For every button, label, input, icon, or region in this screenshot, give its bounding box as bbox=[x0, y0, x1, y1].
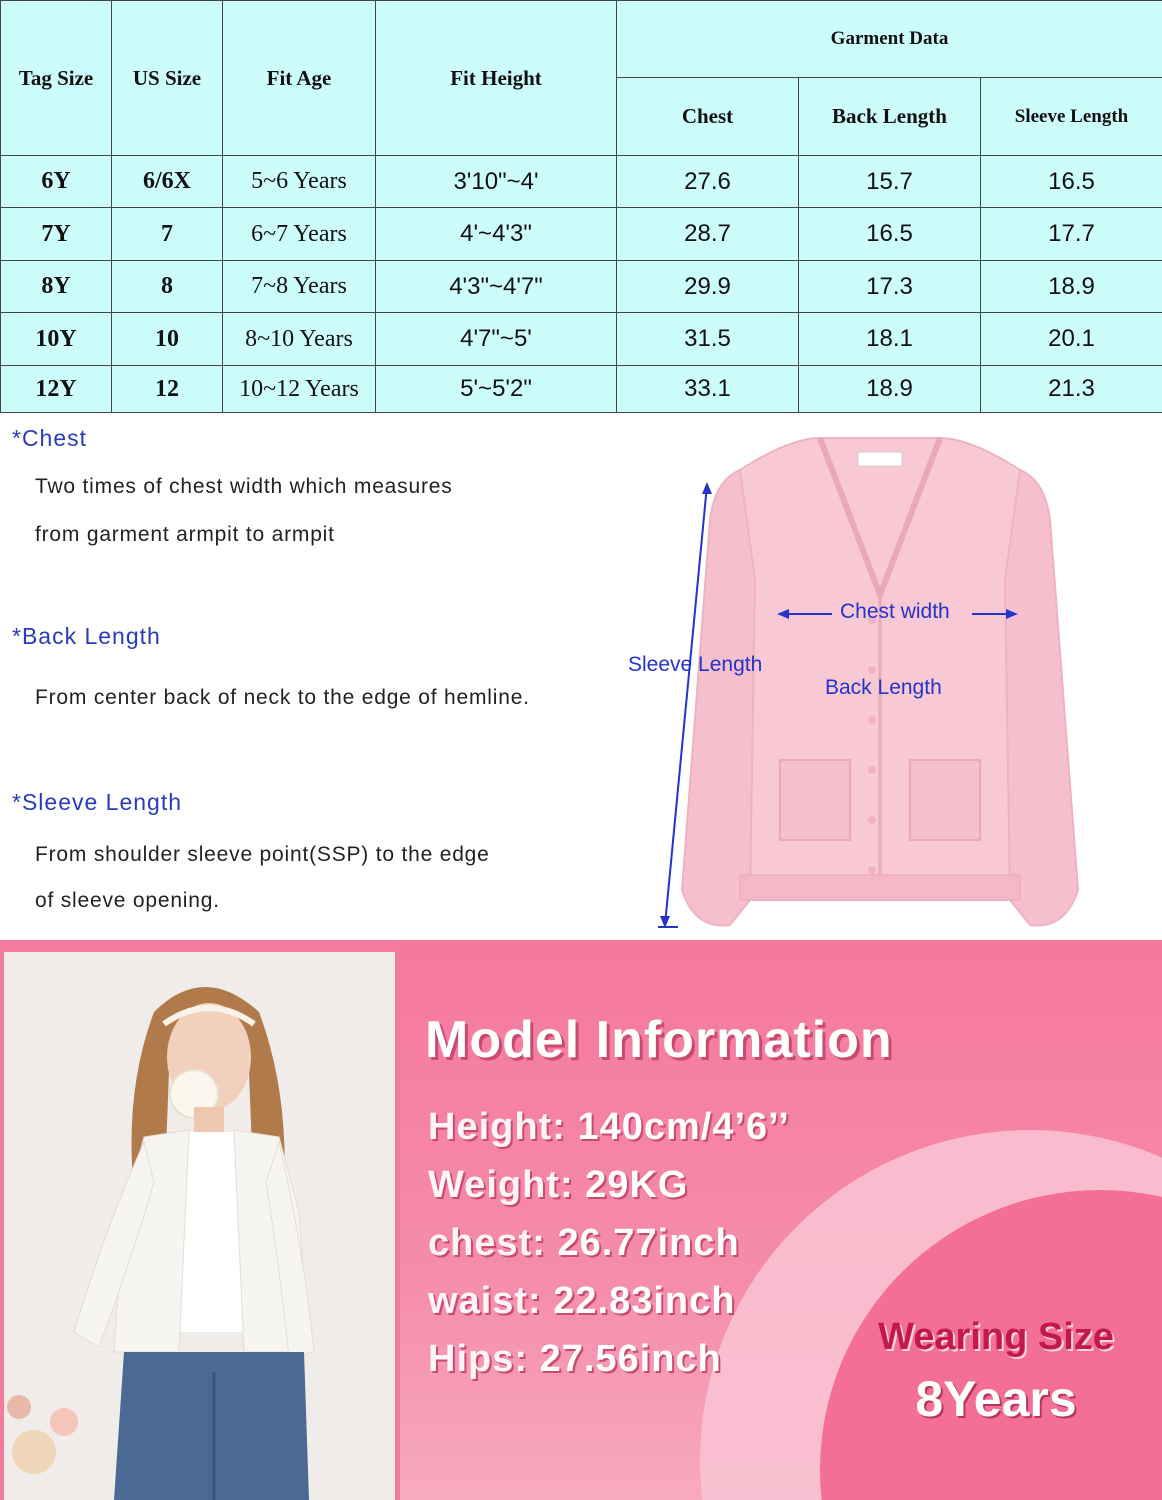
model-hips-value: 27.56inch bbox=[539, 1338, 722, 1380]
cell-us: 12 bbox=[112, 366, 223, 413]
garment-neck-label bbox=[858, 452, 902, 466]
cell-height: 3'10"~4' bbox=[376, 156, 617, 208]
back-length-definition-heading: *Back Length bbox=[12, 623, 161, 649]
model-waist-value: 22.83inch bbox=[553, 1280, 736, 1322]
cell-sleeve: 16.5 bbox=[981, 156, 1162, 208]
size-chart-table bbox=[0, 0, 1162, 413]
header-tag-size: Tag Size bbox=[1, 1, 112, 156]
cardigan-button bbox=[868, 716, 876, 724]
model-photo bbox=[4, 952, 395, 1500]
cell-back: 17.3 bbox=[799, 261, 981, 313]
cell-age: 5~6 Years bbox=[223, 156, 376, 208]
cell-chest: 31.5 bbox=[617, 313, 799, 366]
model-chest-row bbox=[428, 1222, 740, 1265]
cell-chest: 28.7 bbox=[617, 208, 799, 261]
cell-chest: 27.6 bbox=[617, 156, 799, 208]
table-row bbox=[1, 261, 1162, 313]
table-row bbox=[1, 366, 1162, 413]
model-waist-key: waist: bbox=[428, 1280, 542, 1322]
cardigan-button bbox=[868, 866, 876, 874]
wearing-size-label: Wearing Size bbox=[878, 1316, 1114, 1358]
model-weight-key: Weight: bbox=[428, 1164, 574, 1206]
table-row bbox=[1, 156, 1162, 208]
back-length-definition-line1: From center back of neck to the edge of hemline. bbox=[35, 686, 530, 709]
cell-age: 8~10 Years bbox=[223, 313, 376, 366]
chest-width-label: Chest width bbox=[840, 600, 950, 623]
model-information-title: Model Information bbox=[425, 1011, 893, 1069]
cardigan-button bbox=[868, 766, 876, 774]
cell-chest: 29.9 bbox=[617, 261, 799, 313]
model-height-value: 140cm/4’6’’ bbox=[577, 1106, 790, 1148]
cardigan-button bbox=[868, 666, 876, 674]
header-sleeve-length: Sleeve Length bbox=[981, 78, 1162, 156]
back-length-label: Back Length bbox=[825, 676, 942, 699]
header-chest: Chest bbox=[617, 78, 799, 156]
cell-tag: 10Y bbox=[1, 313, 112, 366]
sleeve-length-definition-heading: *Sleeve Length bbox=[12, 789, 183, 815]
cell-sleeve: 21.3 bbox=[981, 366, 1162, 413]
cell-height: 5'~5'2" bbox=[376, 366, 617, 413]
model-hips-row bbox=[428, 1338, 722, 1381]
cell-tag: 12Y bbox=[1, 366, 112, 413]
sleeve-length-arrow-head-top bbox=[702, 482, 712, 494]
cardigan-right-pocket bbox=[910, 760, 980, 840]
cardigan-button bbox=[868, 816, 876, 824]
cell-chest: 33.1 bbox=[617, 366, 799, 413]
cell-us: 7 bbox=[112, 208, 223, 261]
sleeve-length-definition-line2: of sleeve opening. bbox=[35, 889, 220, 912]
model-hips-key: Hips: bbox=[428, 1338, 528, 1380]
header-fit-height: Fit Height bbox=[376, 1, 617, 156]
cell-us: 10 bbox=[112, 313, 223, 366]
sleeve-length-label: Sleeve Length bbox=[628, 653, 763, 676]
cell-tag: 8Y bbox=[1, 261, 112, 313]
header-us-size: US Size bbox=[112, 1, 223, 156]
chest-definition-line2: from garment armpit to armpit bbox=[35, 523, 335, 546]
cell-tag: 7Y bbox=[1, 208, 112, 261]
chest-definition-heading: *Chest bbox=[12, 425, 88, 451]
model-height-key: Height: bbox=[428, 1106, 566, 1148]
cell-back: 16.5 bbox=[799, 208, 981, 261]
cardigan-measurement-diagram bbox=[620, 430, 1160, 940]
model-chest-value: 26.77inch bbox=[557, 1222, 740, 1264]
model-height-row bbox=[428, 1106, 790, 1149]
cell-us: 6/6X bbox=[112, 156, 223, 208]
model-photo-illustration bbox=[4, 952, 395, 1500]
table-row bbox=[1, 208, 1162, 261]
cell-age: 7~8 Years bbox=[223, 261, 376, 313]
wearing-size-value: 8Years bbox=[915, 1371, 1077, 1427]
cell-height: 4'3"~4'7" bbox=[376, 261, 617, 313]
cell-sleeve: 20.1 bbox=[981, 313, 1162, 366]
cell-height: 4'~4'3" bbox=[376, 208, 617, 261]
cardigan-left-sleeve bbox=[682, 470, 755, 926]
cell-back: 18.1 bbox=[799, 313, 981, 366]
model-waist-row bbox=[428, 1280, 735, 1323]
cell-tag: 6Y bbox=[1, 156, 112, 208]
cell-back: 18.9 bbox=[799, 366, 981, 413]
cardigan-right-sleeve bbox=[1005, 470, 1078, 926]
header-garment-data: Garment Data bbox=[617, 1, 1162, 78]
sleeve-length-definition-line1: From shoulder sleeve point(SSP) to the edge bbox=[35, 843, 490, 866]
cell-height: 4'7"~5' bbox=[376, 313, 617, 366]
cell-age: 10~12 Years bbox=[223, 366, 376, 413]
model-information-section bbox=[0, 940, 1162, 1500]
header-back-length: Back Length bbox=[799, 78, 981, 156]
cell-sleeve: 17.7 bbox=[981, 208, 1162, 261]
table-row bbox=[1, 313, 1162, 366]
model-weight-value: 29KG bbox=[585, 1164, 689, 1206]
cardigan-hem-ribbing bbox=[740, 875, 1020, 900]
model-chest-key: chest: bbox=[428, 1222, 546, 1264]
cell-sleeve: 18.9 bbox=[981, 261, 1162, 313]
chest-definition-line1: Two times of chest width which measures bbox=[35, 475, 453, 498]
cell-us: 8 bbox=[112, 261, 223, 313]
cell-back: 15.7 bbox=[799, 156, 981, 208]
cell-age: 6~7 Years bbox=[223, 208, 376, 261]
model-weight-row bbox=[428, 1164, 688, 1207]
cardigan-left-pocket bbox=[780, 760, 850, 840]
header-fit-age: Fit Age bbox=[223, 1, 376, 156]
